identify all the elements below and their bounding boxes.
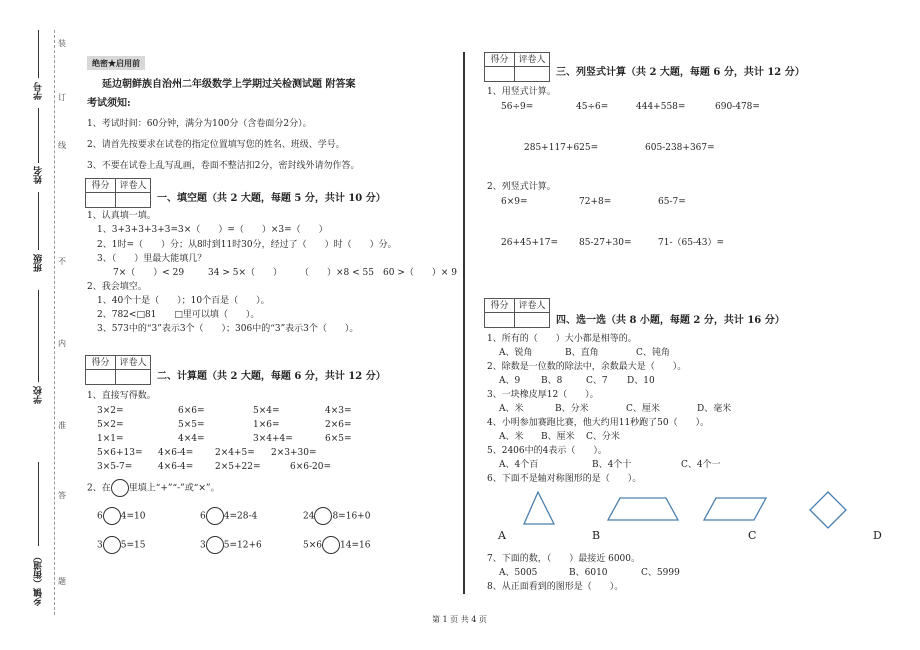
seal-char-5: 内 [58, 339, 66, 348]
circle-r1-c2: 6 4=28-4 [200, 507, 257, 525]
s4-q1: 1、所有的（ ）大小都是相等的。 [487, 334, 637, 344]
s4-q3-b[interactable]: B、分米 [555, 404, 589, 414]
s4-q1-c[interactable]: C、钝角 [636, 348, 670, 358]
seal-char-2: 订 [58, 93, 66, 102]
s1-q2-item-1: 1、40个十是（ ）；10个百是（ ）。 [97, 296, 270, 306]
answer-circle[interactable] [103, 507, 121, 525]
s4-q4: 4、小明参加赛跑比赛，他大约用11秒跑了50（ ）。 [487, 418, 710, 428]
section-3-title: 三、列竖式计算（共 2 大题，每题 6 分，共计 12 分） [556, 67, 805, 78]
shape-label-b[interactable]: B [592, 529, 601, 542]
score-label: 得分 [485, 53, 515, 67]
class-line [38, 192, 39, 250]
vcalc-10: 26+45+17= [501, 238, 558, 248]
s4-q5-c[interactable]: C、4个一 [681, 460, 721, 470]
s1-q2-item-3: 3、573中的“3”表示3个（ ）；306中的“3”表示3个（ ）。 [97, 324, 359, 334]
column-divider [463, 52, 465, 594]
calc-r2-c1: 5×2= [97, 420, 124, 430]
score-label: 得分 [86, 179, 116, 193]
vcalc-8: 72+8= [579, 197, 612, 207]
ineq-4: 60 >（ ）× 9 [383, 268, 457, 278]
s4-q4-a[interactable]: A、米 [499, 432, 524, 442]
name-label: 姓名 [34, 166, 44, 184]
student-id-line [38, 30, 39, 78]
calc-r1-c3: 5×4= [253, 406, 280, 416]
vcalc-12: 71-（65-43）= [658, 238, 724, 248]
ineq-3: （ ）×8 < 55 [300, 268, 374, 278]
seal-char-3: 线 [58, 141, 66, 150]
calc-r5-c2: 4×6-4= [158, 462, 194, 472]
score-box-s3 [484, 52, 550, 82]
section-2-title: 二、计算题（共 2 大题，每题 6 分，共计 12 分） [157, 371, 386, 382]
s4-q7-a[interactable]: A、5005 [499, 568, 538, 578]
vcalc-6: 605-238+367= [645, 143, 715, 153]
grader-label: 评卷人 [116, 356, 150, 370]
s1-q1: 1、认真填一填。 [87, 211, 156, 221]
seal-char-1: 装 [58, 39, 66, 48]
shape-label-a[interactable]: A [498, 529, 506, 542]
circle-r2-c1: 3 5=15 [97, 536, 145, 554]
s2-q2: 2、在 里填上“+”“-”或“×”。 [87, 479, 219, 497]
ineq-1: 7×（ ）< 29 [113, 268, 185, 278]
s2-q1: 1、直接写得数。 [87, 391, 156, 401]
s4-q2-a[interactable]: A、9 [499, 376, 521, 386]
calc-r5-c1: 3×5-7= [97, 462, 133, 472]
note-2: 2、请首先按要求在试卷的指定位置填写您的姓名、班级、学号。 [87, 140, 345, 150]
s4-q3: 3、一块橡皮厚12（ ）。 [487, 390, 599, 400]
score-box-s2 [85, 355, 151, 385]
shapes-figure [520, 490, 860, 530]
calc-r3-c3: 3×4+4= [253, 434, 293, 444]
s4-q5: 5、2406中的4表示（ ）。 [487, 446, 607, 456]
page-number: 第 1 页 共 4 页 [432, 615, 487, 624]
circle-r1-c3: 24 8=16+0 [303, 507, 370, 525]
parallelogram-icon [704, 498, 766, 520]
s4-q8: 8、从正面看到的图形是（ ）。 [487, 582, 624, 592]
exam-title: 延边朝鲜族自治州二年级数学上学期过关检测试题 附答案 [102, 79, 356, 90]
s3-q1: 1、用竖式计算。 [487, 87, 556, 97]
s4-q5-a[interactable]: A、4个百 [499, 460, 539, 470]
shape-label-c[interactable]: C [748, 529, 757, 542]
score-label: 得分 [485, 299, 515, 313]
section-4-title: 四、选一选（共 8 小题，每题 2 分，共计 16 分） [556, 315, 785, 326]
calc-r5-c4: 6×6-20= [290, 462, 332, 472]
s4-q3-a[interactable]: A、米 [499, 404, 524, 414]
s4-q1-b[interactable]: B、直角 [565, 348, 599, 358]
seal-char-6: 准 [58, 421, 66, 430]
s4-q2-c[interactable]: C、7 [586, 376, 608, 386]
calc-r3-c4: 6×5= [325, 434, 352, 444]
school-line [38, 290, 39, 382]
s1-q1-item-3: 3、（ ）里最大能填几？ [97, 254, 207, 264]
s4-q7-b[interactable]: B、6010 [569, 568, 608, 578]
blank-circle-icon [111, 479, 129, 497]
calc-r5-c3: 2×5+22= [215, 462, 261, 472]
score-box-s4 [484, 298, 550, 328]
diamond-icon [810, 492, 846, 528]
seal-char-8: 题 [58, 577, 66, 586]
calc-r2-c2: 5×5= [178, 420, 205, 430]
grader-label: 评卷人 [515, 299, 549, 313]
town-line [38, 462, 39, 546]
calc-r2-c3: 1×6= [253, 420, 280, 430]
vcalc-4: 690-478= [715, 102, 760, 112]
s1-q2-item-2: 2、782<□81 □里可以填（ ）。 [97, 310, 260, 320]
answer-circle[interactable] [103, 536, 121, 554]
town-label: 乡镇（街道） [34, 552, 44, 606]
ineq-2: 34 > 5×（ ） [208, 268, 282, 278]
s4-q3-c[interactable]: C、厘米 [626, 404, 660, 414]
calc-r4-c4: 2×3+30= [271, 448, 317, 458]
answer-circle[interactable] [314, 507, 332, 525]
seal-char-7: 答 [58, 491, 66, 500]
calc-r3-c2: 4×4= [178, 434, 205, 444]
vcalc-3: 444+558= [636, 102, 686, 112]
notes-heading: 考试须知: [87, 98, 131, 109]
school-label: 学校 [34, 386, 44, 404]
score-label: 得分 [86, 356, 116, 370]
answer-circle[interactable] [322, 536, 340, 554]
calc-r4-c3: 2×4+5= [215, 448, 255, 458]
s4-q5-b[interactable]: B、4个十 [592, 460, 632, 470]
s4-q2: 2、除数是一位数的除法中，余数最大是（ ）。 [487, 362, 687, 372]
s4-q4-c[interactable]: C、分米 [586, 432, 620, 442]
seal-char-4: 不 [58, 257, 66, 266]
vcalc-7: 6×9= [501, 197, 528, 207]
s3-q2: 2、列竖式计算。 [487, 182, 556, 192]
shape-label-d[interactable]: D [873, 529, 882, 542]
calc-r1-c2: 6×6= [178, 406, 205, 416]
answer-circle[interactable] [206, 507, 224, 525]
name-line [38, 108, 39, 163]
circle-r2-c3: 5×6 14=16 [303, 536, 370, 554]
s4-q2-b[interactable]: B、8 [541, 376, 563, 386]
calc-r3-c1: 1×1= [97, 434, 124, 444]
secret-label: 绝密★启用前 [87, 56, 145, 70]
s4-q7-c[interactable]: C、5999 [641, 568, 680, 578]
score-box-s1 [85, 178, 151, 208]
vcalc-9: 65-7= [658, 197, 686, 207]
seal-dashed-line [54, 30, 55, 615]
s4-q1-a[interactable]: A、锐角 [499, 348, 533, 358]
grader-label: 评卷人 [116, 179, 150, 193]
student-id-label: 学号 [34, 82, 44, 100]
vcalc-5: 285+117+625= [524, 143, 599, 153]
calc-r2-c4: 2×6= [325, 420, 352, 430]
s4-q4-b[interactable]: B、厘米 [541, 432, 575, 442]
calc-r4-c1: 5×6+13= [97, 448, 143, 458]
grader-label: 评卷人 [515, 53, 549, 67]
s4-q3-d[interactable]: D、毫米 [697, 404, 732, 414]
section-1-title: 一、填空题（共 2 大题，每题 5 分，共计 10 分） [157, 193, 386, 204]
calc-r4-c2: 4×6-4= [158, 448, 194, 458]
s1-q2: 2、我会填空。 [87, 282, 147, 292]
answer-circle[interactable] [206, 536, 224, 554]
calc-r1-c1: 3×2= [97, 406, 124, 416]
s4-q7: 7、下面的数，（ ）最接近 6000。 [487, 554, 640, 564]
note-3: 3、不要在试卷上乱写乱画，卷面不整洁扣2分，密封线外请勿作答。 [87, 161, 360, 171]
class-label: 班级 [34, 254, 44, 272]
s4-q6: 6、下面不是轴对称图形的是（ ）。 [487, 474, 642, 484]
circle-r2-c2: 3 5=12+6 [200, 536, 262, 554]
vcalc-2: 45÷6= [576, 102, 609, 112]
vcalc-1: 56÷9= [501, 102, 534, 112]
vcalc-11: 85-27+30= [579, 238, 632, 248]
trapezoid-icon [608, 498, 678, 520]
triangle-icon [524, 492, 554, 524]
note-1: 1、考试时间：60分钟，满分为100分（含卷面分2分）。 [87, 119, 312, 129]
circle-r1-c1: 6 4=10 [97, 507, 145, 525]
s1-q1-item-1: 1、3+3+3+3+3=3×（ ）=（ ）×3=（ ） [97, 225, 328, 235]
s4-q2-d[interactable]: D、10 [627, 376, 655, 386]
calc-r1-c4: 4×3= [325, 406, 352, 416]
s1-q1-item-2: 2、1时=（ ）分；从8时到11时30分，经过了（ ）时（ ）分。 [97, 240, 397, 250]
